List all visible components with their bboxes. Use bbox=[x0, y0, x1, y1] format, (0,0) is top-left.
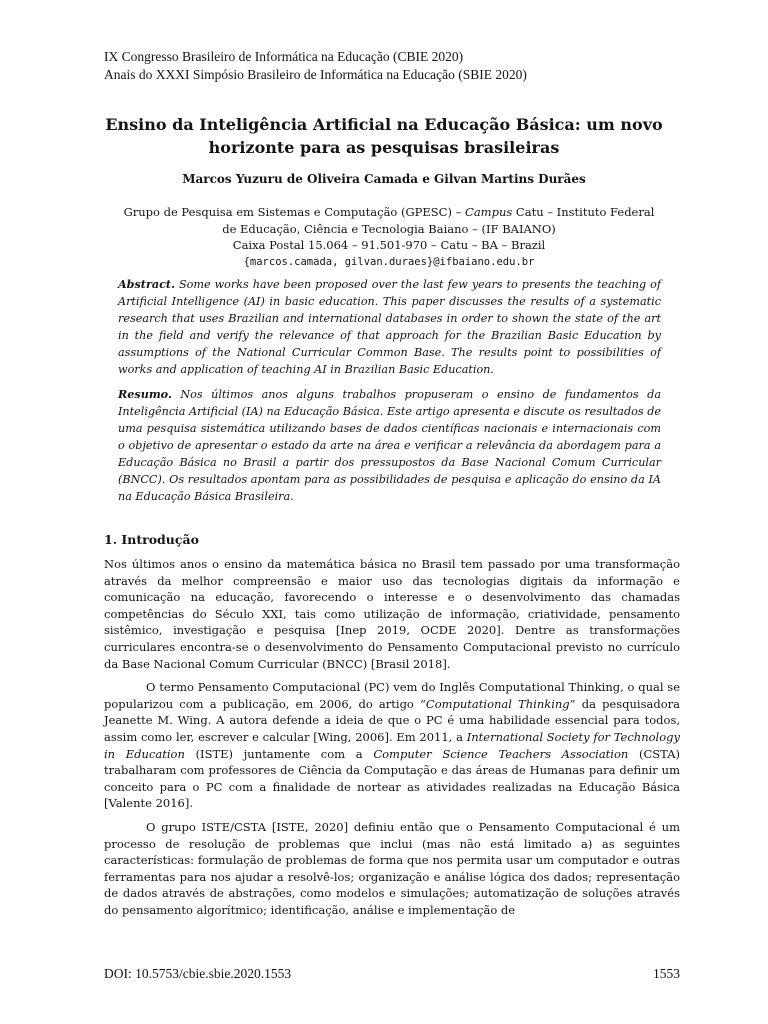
abstract-label: Abstract. bbox=[118, 277, 175, 291]
author-emails: {marcos.camada, gilvan.duraes}@ifbaiano.edu.br bbox=[243, 255, 535, 268]
affiliation-line-3: Caixa Postal 15.064 – 91.501-970 – Catu – BA – Brazil bbox=[232, 238, 546, 252]
p2-csta-name: Computer Science Teachers Association bbox=[373, 746, 629, 761]
p2-text-g: (CSTA) trabalharam com professores de Ciência da Computação e das áreas de Humanas para definir um conceito para o PC com a finalidade de nortear as atividades realizadas na Educação Básica [Valente 2016]. bbox=[104, 746, 681, 811]
header-proceedings: Anais do XXXI Simpósio Brasileiro de Informática na Educação (SBIE 2020) bbox=[104, 67, 527, 82]
affiliation-line-1 bbox=[100, 204, 678, 221]
affiliation-institute: Catu – Instituto Federal bbox=[515, 205, 655, 219]
abstract-pt bbox=[118, 386, 661, 505]
affiliation-group: Grupo de Pesquisa em Sistemas e Computação (GPESC) – bbox=[123, 205, 462, 219]
paragraph-3: O grupo ISTE/CSTA [ISTE, 2020] definiu então que o Pensamento Computacional é um processo de resolução de problemas que inclui (mas não está limitado a) as seguintes características: formulação de problemas de forma que nos permita usar um computador e outras ferramentas para nos ajudar a resolvê-los; organização e análise lógica dos dados; representação de dados através de abstrações, como modelos e simulações; automatização de soluções através do pensamento algorítmico; identificação, análise e implementação de bbox=[104, 819, 680, 917]
abstract-text: Some works have been proposed over the last few years to presents the teaching of Artificial Intelligence (AI) in basic education. This paper discusses the results of a systematic research that uses Brazilian and international databases in order to shown the state of the art in the field and verify the relevance of that approach for the Brazilian Basic Education by assumptions of the National Curricular Common Base. The results point to possibilities of works and application of teaching AI in Brazilian Basic Education. bbox=[118, 278, 661, 376]
p2-iste-name: International Society for Technology in Education bbox=[104, 729, 681, 761]
affiliation bbox=[100, 204, 678, 270]
abstract-en bbox=[118, 276, 661, 378]
authors: Marcos Yuzuru de Oliveira Camada e Gilvan Martins Durães bbox=[182, 172, 586, 186]
paper-title bbox=[100, 113, 668, 159]
p2-article-title: Computational Thinking bbox=[425, 696, 570, 711]
abstract-block bbox=[118, 276, 661, 513]
body-text bbox=[104, 556, 680, 925]
page-number: 1553 bbox=[653, 966, 680, 981]
paragraph-1: Nos últimos anos o ensino da matemática básica no Brasil tem passado por uma transformação através da melhor compreensão e maior uso das tecnologias digitais da informação e comunicação na educação, favorecendo o interesse e o desenvolvimento das chamadas competências do Século XXI, tais como utilização de informação, criatividade, pensamento sistêmico, investigação e pesquisa [Inep 2019, OCDE 2020]. Dentre as transformações curriculares encontra-se o desenvolvimento do Pensamento Computacional previsto no currículo da Base Nacional Comum Curricular (BNCC) [Brasil 2018]. bbox=[104, 557, 680, 671]
p2-text-c: ” da pesquisadora Jeanette M. Wing. A autora defende a ideia de que o PC é uma habilidade essencial para todos, assim como ler, escrever e calcular [Wing, 2006]. Em 2011, a bbox=[104, 696, 680, 744]
p2-text-e: (ISTE) juntamente com a bbox=[184, 746, 374, 761]
title-line-1: Ensino da Inteligência Artificial na Educação Básica: um novo bbox=[105, 115, 663, 134]
affiliation-campus: Campus bbox=[465, 205, 513, 219]
affiliation-line-2: de Educação, Ciência e Tecnologia Baiano – (IF BAIANO) bbox=[222, 221, 556, 236]
doi: DOI: 10.5753/cbie.sbie.2020.1553 bbox=[104, 966, 292, 981]
running-header bbox=[104, 48, 527, 84]
resumo-text: Nos últimos anos alguns trabalhos propuseram o ensino de fundamentos da Inteligência Artificial (IA) na Educação Básica. Este artigo apresenta e discute os resultados de uma pesquisa sistemática utilizando bases de dados científicas nacionais e internacionais com o objetivo de apresentar o estado da arte na área e verificar a relevância da abordagem para a Educação Básica no Brasil a partir dos pressupostos da Base Nacional Comum Curricular (BNCC). Os resultados apontam para as possibilidades de pesquisa e aplicação do ensino da IA na Educação Básica Brasileira. bbox=[118, 388, 661, 503]
header-conference: IX Congresso Brasileiro de Informática na Educação (CBIE 2020) bbox=[104, 49, 464, 64]
resumo-label: Resumo. bbox=[118, 387, 172, 401]
section-heading: 1. Introdução bbox=[104, 532, 199, 547]
paragraph-2 bbox=[104, 679, 680, 812]
p2-text-a: O termo Pensamento Computacional (PC) vem do Inglês Computational Thinking, o qual se popularizou com a publicação, em 2006, do artigo “ bbox=[104, 680, 680, 711]
title-line-2: horizonte para as pesquisas brasileiras bbox=[208, 138, 560, 157]
